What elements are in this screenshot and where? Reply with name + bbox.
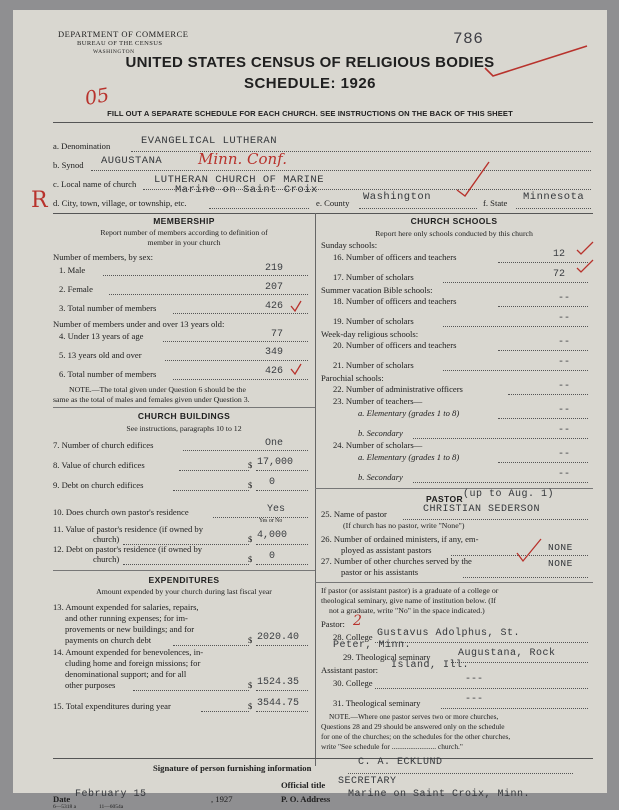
dollar-sign: $ [248,480,253,490]
buildings-title: CHURCH BUILDINGS [137,411,231,421]
sunday-schools-header: Sunday schools: [321,240,378,250]
q20-value: -- [558,337,571,348]
graduate-instruction-1: If pastor (or assistant pastor) is a graduate of a college or [321,586,499,595]
q27-value: NONE [548,558,573,569]
age-header: Number of members under and over 13 years old: [53,319,225,329]
q6-total-value: 426 [265,366,284,377]
red-check-mark-icon [575,258,595,274]
q23b-value: -- [558,425,571,436]
state-label: f. State [483,198,508,208]
membership-subtitle-1: Report number of members according to definition of [100,228,268,237]
q30-label: 30. College [333,678,373,688]
dollar-sign: $ [248,635,253,645]
assistant-pastor-subheader: Assistant pastor: [321,665,379,675]
q24b-value: -- [558,469,571,480]
q3-total-label: 3. Total number of members [59,303,157,313]
graduate-instruction-3: not a graduate, write "No" in the space indicated.) [329,606,485,615]
red-check-mark-icon [289,362,303,376]
seminary-line1: Augustana, Rock [458,648,556,659]
schedule-year: SCHEDULE: 1926 [243,75,377,92]
print-code-1: 6—5318 a [53,804,77,810]
q12-label-line2: church) [93,554,120,564]
q23a-value: -- [558,405,571,416]
q23b-label: b. Secondary [358,428,403,438]
pastor-title: PASTOR [426,494,464,504]
form-number: 786 [453,30,484,48]
parochial-schools-header: Parochial schools: [321,373,384,383]
q21-value: -- [558,357,571,368]
q16-value: 12 [553,249,566,260]
denomination-label: a. Denomination [53,141,111,151]
q12-residence-debt: 0 [269,551,276,562]
q2-female-value: 207 [265,282,284,293]
q4-under13-label: 4. Under 13 years of age [59,331,144,341]
q25-note: (If church has no pastor, write "None") [343,521,465,530]
census-schedule-sheet [13,10,607,810]
college-line2: Peter, Minn. [333,640,412,651]
q21-label: 21. Number of scholars [333,360,414,370]
dollar-sign: $ [248,701,253,711]
form-title: UNITED STATES CENSUS OF RELIGIOUS BODIES [125,54,495,71]
city-label: d. City, town, village, or township, etc. [53,198,187,208]
q10-owns-value: Yes [267,504,286,515]
pastor-subheader: Pastor: [321,619,345,629]
q20-label: 20. Number of officers and teachers [333,340,457,350]
pastor-note-line4: write "See schedule for ........................ church." [321,742,463,751]
date-label: Date [53,794,71,804]
q15-label: 15. Total expenditures during year [53,701,171,711]
q7-edifices-value: One [265,438,284,449]
q24a-label: a. Elementary (grades 1 to 8) [358,452,460,462]
q2-female-label: 2. Female [59,284,93,294]
red-check-mark-icon [575,240,595,256]
dollar-sign: $ [248,460,253,470]
membership-subtitle-2: member in your church [147,238,221,247]
q26-label-line1: 26. Number of ordained ministers, if any, em- [321,534,479,544]
address-label: P. O. Address [281,794,331,804]
expenditures-title: EXPENDITURES [148,575,220,585]
pastor-note-line1: NOTE.—Where one pastor serves two or more churches, [329,712,499,721]
q26-value: NONE [548,542,573,553]
pastor-handwritten-mark: 2 [353,613,362,629]
q14-label-line2: cluding home and foreign missions; for [65,658,201,668]
q19-value: -- [558,313,571,324]
q22-value: -- [558,381,571,392]
local-name-label: c. Local name of church [53,179,137,189]
q24-label: 24. Number of scholars— [333,440,423,450]
q30-value: --- [465,674,484,685]
official-title-value: SECRETARY [338,776,397,787]
q18-label: 18. Number of officers and teachers [333,296,457,306]
q15-total-amount: 3544.75 [257,698,300,709]
pastor-title-note: (up to Aug. 1) [463,489,555,500]
pastor-note-line2: Questions 28 and 29 should be answered only on the schedule [321,722,505,731]
synod-handwritten: Minn. Conf. [198,150,287,168]
seminary-line2: Island, Ill. [391,660,470,671]
q4-under13-value: 77 [271,329,284,340]
address-value: Marine on Saint Croix, Minn. [348,789,531,800]
margin-letter-r: R [31,188,48,213]
q9-debt-label: 9. Debt on church edifices [53,480,144,490]
margin-number-05: 05 [83,84,111,110]
signature-label: Signature of person furnishing information [153,763,312,773]
college-line1: Gustavus Adolphus, St. [377,628,521,639]
yes-or-no-hint: Yes or No [259,518,283,524]
pastor-name: CHRISTIAN SEDERSON [423,504,541,515]
synod-value: AUGUSTANA [101,155,163,167]
print-code-2: 11—6054a [99,804,124,810]
q7-edifices-label: 7. Number of church edifices [53,440,154,450]
q8-value-label: 8. Value of church edifices [53,460,145,470]
q13-label-line3: provements or new buildings; and for [65,624,195,634]
q28-label: 28. College [333,632,373,642]
weekday-schools-header: Week-day religious schools: [321,329,419,339]
city-value: Marine on Saint Croix [175,184,318,196]
q13-label-line1: 13. Amount expended for salaries, repairs, [53,602,199,612]
bureau-name: BUREAU OF THE CENSUS [77,40,163,47]
q5-over13-value: 349 [265,347,284,358]
membership-note-1: NOTE.—The total given under Question 6 should be the [69,385,246,394]
q8-value-amount: 17,000 [257,457,294,468]
local-name-value: LUTHERAN CHURCH OF MARINE [154,174,325,186]
q17-value: 72 [553,269,566,280]
county-value: Washington [363,191,432,203]
dollar-sign: $ [248,554,253,564]
red-check-mark-icon [289,299,303,313]
red-check-mark-icon [483,40,593,82]
bureau-city: WASHINGTON [93,49,135,55]
state-value: Minnesota [523,191,585,203]
q27-label-line1: 27. Number of other churches served by the [321,556,472,566]
graduate-instruction-2: theological seminary, give name of institution below. (If [321,596,497,605]
q31-value: --- [465,694,484,705]
q29-label: 29. Theological seminary [343,652,431,662]
q14-label-line1: 14. Amount expended for benevolences, in- [53,647,204,657]
q18-value: -- [558,293,571,304]
q22-label: 22. Number of administrative officers [333,384,463,394]
q17-label: 17. Number of scholars [333,272,414,282]
vacation-schools-header: Summer vacation Bible schools: [321,285,433,295]
county-label: e. County [316,198,350,208]
q26-label-line2: ployed as assistant pastors [341,545,432,555]
q10-owns-label: 10. Does church own pastor's residence [53,507,189,517]
q11-label-line1: 11. Value of pastor's residence (if owned by [53,524,203,534]
q11-label-line2: church) [93,534,120,544]
expenditures-subtitle: Amount expended by your church during last fiscal year [96,587,272,596]
red-check-mark-icon [453,160,493,198]
red-check-mark-icon [513,535,545,567]
q27-label-line2: pastor or his assistants [341,567,419,577]
pastor-note-line3: for one of the churches; on the schedules for the other churches, [321,732,511,741]
q1-male-value: 219 [265,263,284,274]
q14-label-line4: other purposes [65,680,116,690]
q24b-label: b. Secondary [358,472,403,482]
buildings-subtitle: See instructions, paragraphs 10 to 12 [126,424,242,433]
schools-title: CHURCH SCHOOLS [410,216,498,226]
q13-label-line2: and other running expenses; for im- [65,613,188,623]
q3-total-value: 426 [265,301,284,312]
signature-value: C. A. ECKLUND [358,757,443,768]
date-year: , 1927 [211,794,233,804]
date-value: February 15 [75,789,147,800]
official-title-label: Official title [281,780,326,790]
synod-label: b. Synod [53,160,84,170]
q5-over13-label: 5. 13 years old and over [59,350,142,360]
q13-salaries-amount: 2020.40 [257,632,300,643]
q25-label: 25. Name of pastor [321,509,387,519]
q23-label: 23. Number of teachers— [333,396,423,406]
q31-label: 31. Theological seminary [333,698,421,708]
q9-debt-amount: 0 [269,477,276,488]
q24a-value: -- [558,449,571,460]
q16-label: 16. Number of officers and teachers [333,252,457,262]
membership-note-2: same as the total of males and females given under Question 3. [53,395,250,404]
q14-label-line3: denominational support; and for all [65,669,187,679]
dollar-sign: $ [248,680,253,690]
schools-subtitle: Report here only schools conducted by this church [375,229,533,238]
form-instruction: FILL OUT A SEPARATE SCHEDULE FOR EACH CHURCH. SEE INSTRUCTIONS ON THE BACK OF THIS SHEET [107,109,513,118]
dollar-sign: $ [248,534,253,544]
q13-label-line4: payments on church debt [65,635,152,645]
q14-benevolences-amount: 1524.35 [257,677,300,688]
members-by-sex-header: Number of members, by sex: [53,252,153,262]
department-name: DEPARTMENT OF COMMERCE [58,29,189,39]
q12-label-line1: 12. Debt on pastor's residence (if owned by [53,544,203,554]
q11-residence-value: 4,000 [257,530,288,541]
denomination-value: EVANGELICAL LUTHERAN [141,135,278,147]
q1-male-label: 1. Male [59,265,86,275]
q19-label: 19. Number of scholars [333,316,414,326]
q6-total-label: 6. Total number of members [59,369,157,379]
q23a-label: a. Elementary (grades 1 to 8) [358,408,460,418]
membership-title: MEMBERSHIP [153,216,215,226]
